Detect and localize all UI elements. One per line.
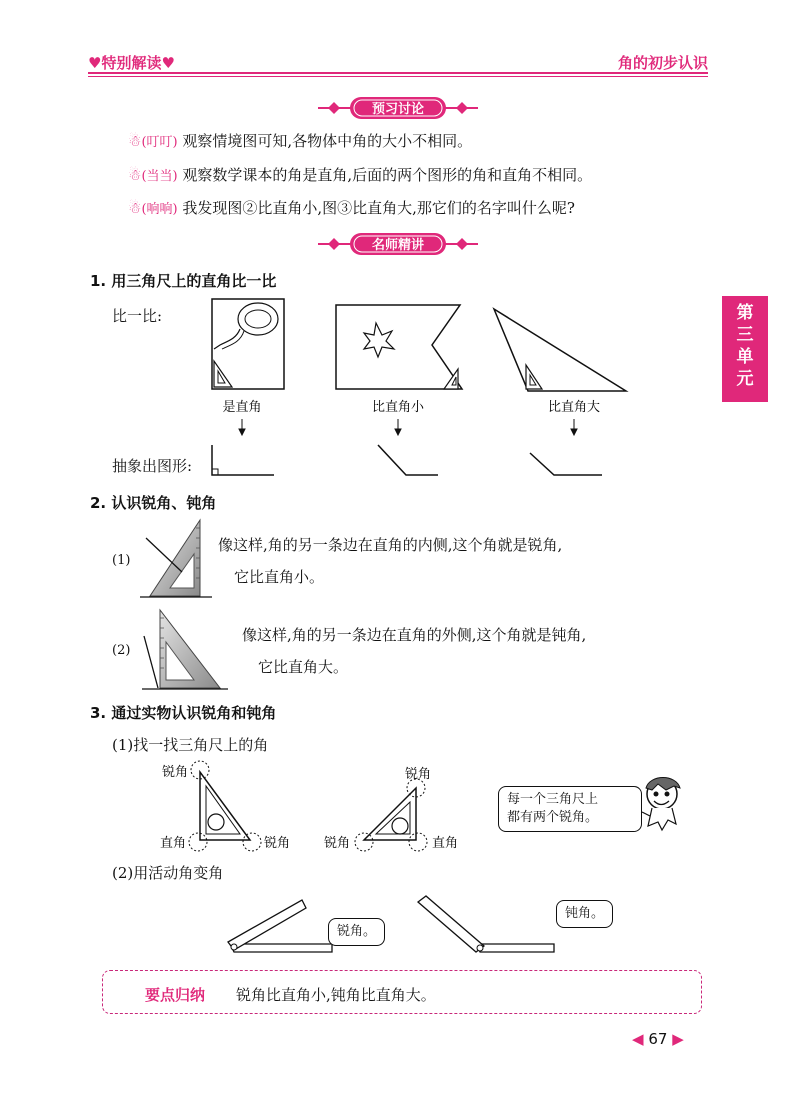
kid-icon: ☃ [128,132,142,150]
prev-triangle-icon: ◀ [632,1030,644,1048]
item2-number: (2) [112,643,131,658]
preview-line [128,130,472,154]
side-tab-char: 元 [736,369,754,389]
arrow-head-icon [395,429,401,435]
flag-figure [336,305,462,389]
acute-setsquare-figure [140,516,218,600]
preview-line [128,164,592,188]
teacher-pill [318,230,478,258]
abstract-right-angle [212,445,274,475]
obtuse-setsquare-figure [140,606,230,692]
speaker-name: (当当) [141,169,178,184]
speech-bubble [498,786,642,832]
page-number: 67 [648,1030,668,1048]
preview-text: 观察情境图可知,各物体中角的大小不相同。 [182,132,473,150]
header-right-title: 角的初步认识 [617,54,708,72]
speech-line1: 每一个三角尺上 [507,792,599,807]
unit-side-tab [722,296,768,402]
right-angle-mark [212,469,218,475]
preview-line [128,197,575,221]
tri1-bottom-right-label: 锐角 [264,836,291,851]
tri1-top-label: 锐角 [161,765,188,780]
obtuse-bubble: 钝角。 [556,900,613,928]
side-tab-char: 单 [736,347,754,367]
speaker-name: (叮叮) [141,135,178,150]
sub1-label: (1)找一找三角尺上的角 [112,736,269,754]
item1-number: (1) [112,553,131,568]
section1-title: 1. 用三角尺上的直角比一比 [90,272,277,290]
abstract-acute-angle [378,445,438,475]
header-divider [88,72,708,74]
tri2-top-label: 锐角 [404,767,432,782]
arrow-head-icon [239,429,245,435]
kid-icon: ☃ [128,166,142,184]
book-figure [212,299,284,389]
summary-text: 锐角比直角小,钝角比直角大。 [236,986,436,1004]
section3-title: 3. 通过实物认识锐角和钝角 [90,704,277,722]
item2-line2: 它比直角大。 [258,658,349,676]
abstract-obtuse-angle [530,453,602,475]
obtuse-movable-angle [418,896,554,952]
header-left-title: ♥特别解读♥ [88,54,175,72]
triangles-figure [150,758,480,858]
sub2-label: (2)用活动角变角 [112,864,224,882]
tri2-bottom-left-label: 锐角 [323,836,350,851]
item1-line2: 它比直角小。 [234,568,325,586]
acute-bubble: 锐角。 [328,918,385,946]
side-tab-char: 三 [736,325,754,345]
teacher-pill-label: 名师精讲 [371,238,425,253]
next-triangle-icon: ▶ [672,1030,684,1048]
triangle-figure [494,309,626,391]
side-tab-char: 第 [736,303,754,323]
compare-figures [200,295,640,480]
page-number-row [632,1030,684,1048]
compare-label: 比一比: [112,307,163,325]
caption-right-angle: 是直角 [222,400,262,415]
preview-pill [318,94,478,122]
header-divider-thin [88,76,708,77]
section2-title: 2. 认识锐角、钝角 [90,494,217,512]
speech-line2: 都有两个锐角。 [507,810,599,825]
cartoon-kid-icon [636,772,690,834]
acute-movable-angle [228,900,332,952]
speaker-name: (响响) [141,202,178,217]
tri2-bottom-right-label: 直角 [432,836,459,851]
preview-pill-label: 预习讨论 [371,102,425,117]
caption-less-than: 比直角小 [371,400,425,415]
abstract-label: 抽象出图形: [112,457,193,475]
kid-icon: ☃ [128,199,142,217]
caption-greater-than: 比直角大 [547,400,601,415]
preview-text: 观察数学课本的角是直角,后面的两个图形的角和直角不相同。 [182,166,593,184]
arrow-head-icon [571,429,577,435]
item1-line1: 像这样,角的另一条边在直角的内侧,这个角就是锐角, [218,536,563,554]
item2-line1: 像这样,角的另一条边在直角的外侧,这个角就是钝角, [242,626,587,644]
summary-label: 要点归纳 [145,986,206,1004]
tri1-bottom-left-label: 直角 [159,836,186,851]
preview-text: 我发现图②比直角小,图③比直角大,那它们的名字叫什么呢? [182,199,575,217]
